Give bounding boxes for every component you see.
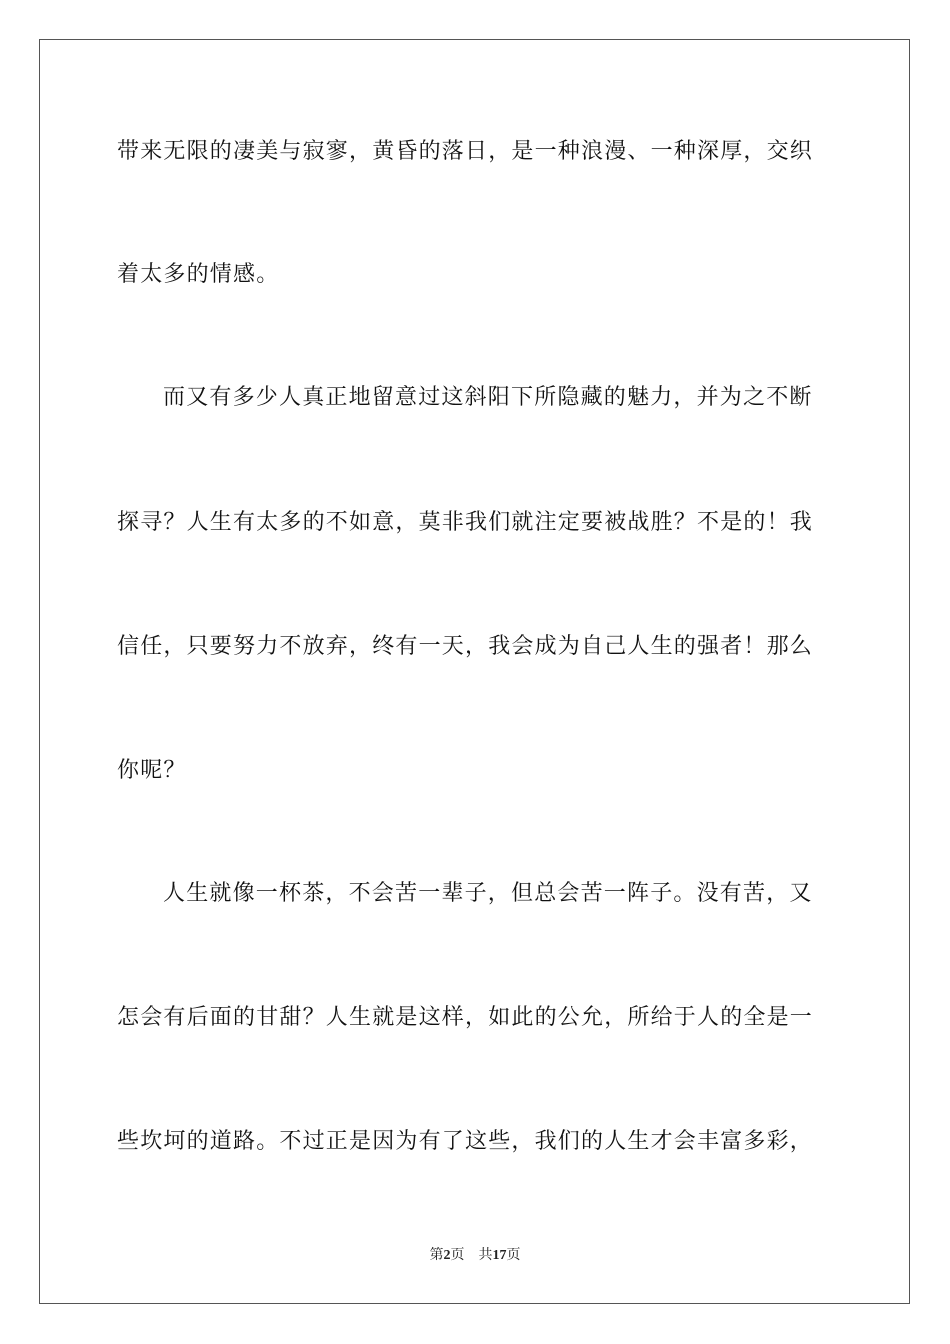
page-suffix: 页 <box>450 1247 465 1263</box>
page-border <box>39 39 910 1304</box>
page-footer <box>0 1246 950 1265</box>
total-prefix: 共 <box>478 1247 493 1263</box>
body-text-line: 些坎坷的道路。不过正是因为有了这些，我们的人生才会丰富多彩， <box>117 1129 814 1154</box>
body-text-line: 带来无限的凄美与寂寥，黄昏的落日，是一种浪漫、一种深厚，交织 <box>117 139 814 164</box>
body-text-line: 怎会有后面的甘甜？人生就是这样，如此的公允，所给于人的全是一 <box>117 1005 814 1030</box>
body-text-line: 你呢？ <box>117 758 187 783</box>
page-number: 2 <box>443 1248 451 1263</box>
paragraph-first-line: 而又有多少人真正地留意过这斜阳下所隐藏的魅力，并为之不断 <box>163 385 813 410</box>
paragraph-first-line: 人生就像一杯茶，不会苦一辈子，但总会苦一阵子。没有苦，又 <box>163 881 813 906</box>
body-text-line: 探寻？人生有太多的不如意，莫非我们就注定要被战胜？不是的！我 <box>117 510 814 535</box>
body-text-line: 着太多的情感。 <box>117 262 280 287</box>
total-pages: 17 <box>492 1248 507 1263</box>
page-prefix: 第 <box>429 1247 444 1263</box>
body-text-line: 信任，只要努力不放弃，终有一天，我会成为自己人生的强者！那么 <box>117 634 814 659</box>
total-suffix: 页 <box>506 1247 521 1263</box>
